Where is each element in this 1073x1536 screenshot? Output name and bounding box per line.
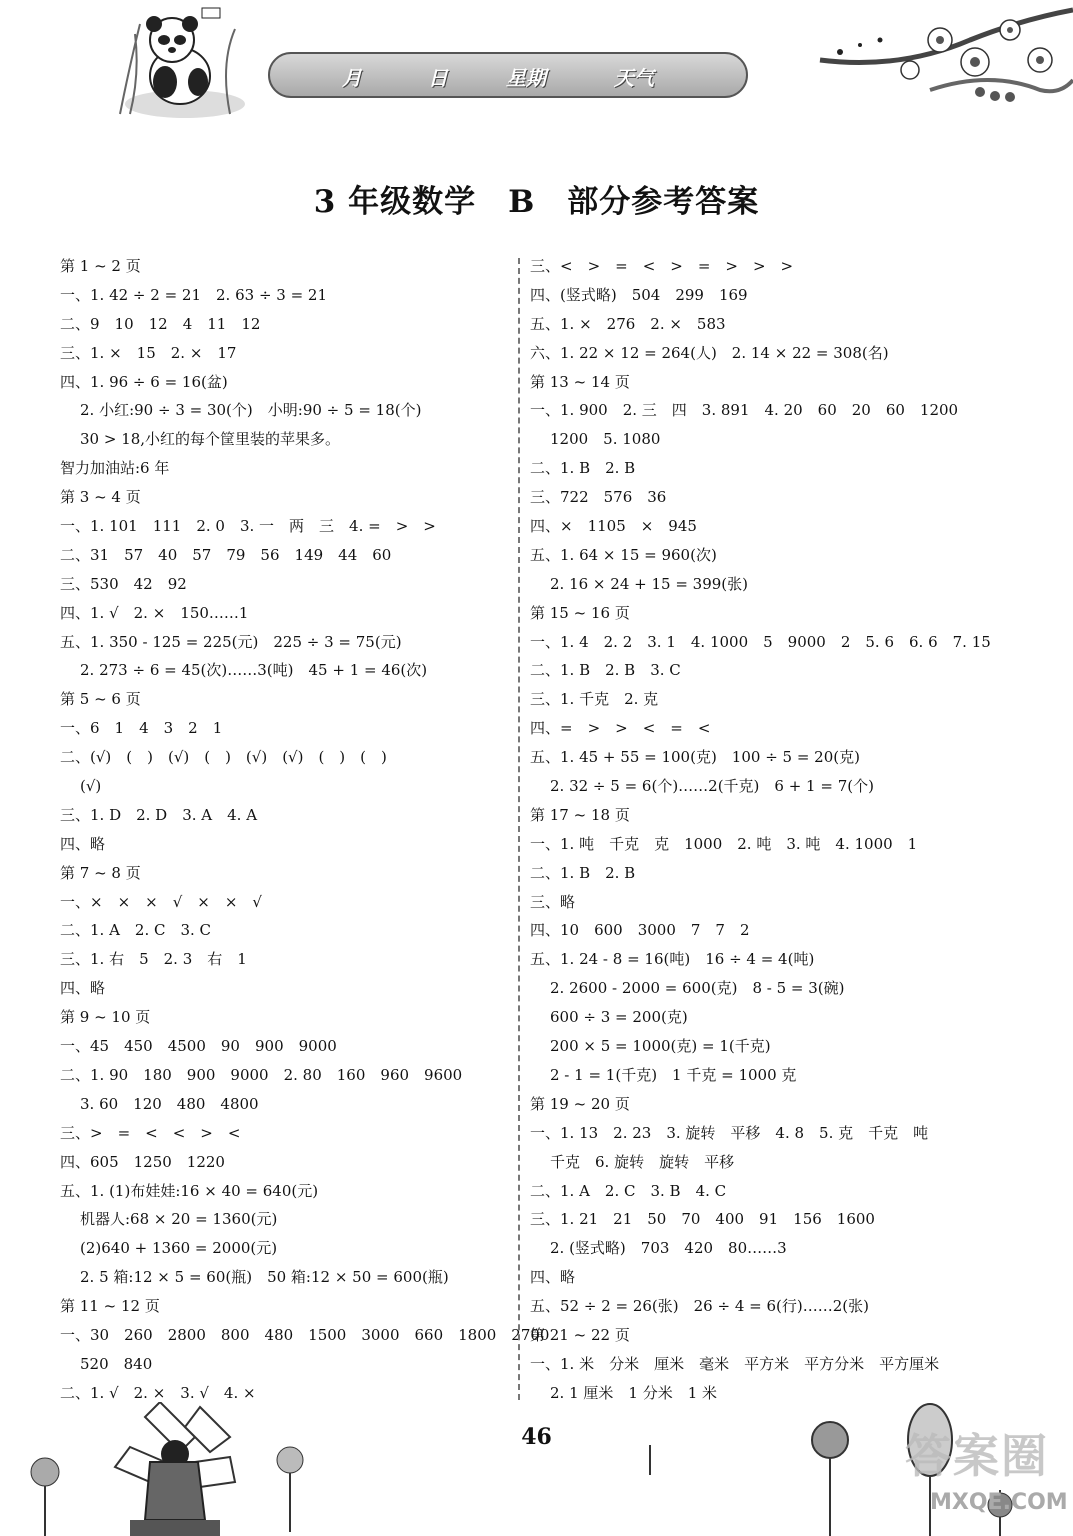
answer-line: 四、(竖式略) 504 299 169 (530, 285, 748, 304)
answer-line: 一、1. 101 111 2. 0 3. 一 两 三 4. = > > (60, 517, 436, 536)
answer-line: 一、1. 13 2. 23 3. 旋转 平移 4. 8 5. 克 千克 吨 (530, 1123, 929, 1142)
answer-line: 第 11 ~ 12 页 (60, 1297, 160, 1316)
answer-line: 四、略 (60, 979, 106, 998)
answer-line: 2. 2600 - 2000 = 600(克) 8 - 5 = 3(碗) (550, 979, 845, 998)
answer-line: 二、1. A 2. C 3. C (60, 921, 212, 940)
answer-line: 四、× 1105 × 945 (530, 517, 697, 536)
left-answer-column (60, 252, 550, 1408)
answer-line: 一、× × × √ × × √ (60, 892, 262, 911)
answer-line: 四、10 600 3000 7 7 2 (530, 921, 750, 940)
answer-line: 2. 16 × 24 + 15 = 399(张) (550, 574, 748, 593)
windmill-illustration (20, 1402, 350, 1536)
answer-line: 一、1. 米 分米 厘米 毫米 平方米 平方分米 平方厘米 (530, 1354, 940, 1373)
answer-line: 四、1. 96 ÷ 6 = 16(盆) (60, 372, 228, 391)
answer-line: 3. 60 120 480 4800 (80, 1094, 259, 1113)
answer-line: 三、722 576 36 (530, 488, 667, 507)
answer-line: 三、1. × 15 2. × 17 (60, 343, 237, 362)
column-divider (518, 258, 520, 1400)
answer-line: 200 × 5 = 1000(克) = 1(千克) (550, 1037, 771, 1056)
answer-line: 一、1. 4 2. 2 3. 1 4. 1000 5 9000 2 5. 6 6. 6 7. 15 (530, 632, 991, 651)
answer-line: 2. (竖式略) 703 420 80……3 (550, 1239, 787, 1258)
answer-line: 五、1. 24 - 8 = 16(吨) 16 ÷ 4 = 4(吨) (530, 950, 815, 969)
answer-line: 三、530 42 92 (60, 574, 187, 593)
answer-line: 第 5 ~ 6 页 (60, 690, 141, 709)
answer-line: 四、略 (530, 1268, 576, 1287)
answer-line: 五、1. 45 + 55 = 100(克) 100 ÷ 5 = 20(克) (530, 748, 860, 767)
answer-line: 一、45 450 4500 90 900 9000 (60, 1037, 337, 1056)
answer-line: 三、1. 21 21 50 70 400 91 156 1600 (530, 1210, 875, 1229)
watermark-url: MXQE.COM (930, 1490, 1068, 1515)
answer-line: 机器人:68 × 20 = 1360(元) (80, 1210, 278, 1229)
panda-illustration (110, 4, 250, 124)
answer-line: 二、1. B 2. B (530, 459, 636, 478)
answer-line: 三、> = < < > < (60, 1123, 241, 1142)
date-weather-bar (268, 52, 748, 98)
answer-line: 三、1. D 2. D 3. A 4. A (60, 805, 258, 824)
weather-label: 天气 (614, 66, 654, 90)
page-title: 3 年级数学 B 部分参考答案 (313, 184, 760, 220)
answer-line: 第 9 ~ 10 页 (60, 1008, 151, 1027)
answer-line: 2. 32 ÷ 5 = 6(个)……2(千克) 6 + 1 = 7(个) (550, 777, 874, 796)
answer-line: 五、1. 64 × 15 = 960(次) (530, 545, 717, 564)
answer-line: 二、1. √ 2. × 3. √ 4. × (60, 1383, 256, 1402)
answer-line: 第 17 ~ 18 页 (530, 805, 630, 824)
answer-line: 第 7 ~ 8 页 (60, 863, 141, 882)
answer-line: 五、1. 350 - 125 = 225(元) 225 ÷ 3 = 75(元) (60, 632, 402, 651)
answer-line: 一、30 260 2800 800 480 1500 3000 660 1800 2700 (60, 1325, 550, 1344)
answer-line: 第 3 ~ 4 页 (60, 488, 141, 507)
answer-line: 二、31 57 40 57 79 56 149 44 60 (60, 545, 392, 564)
answer-line: 30 > 18,小红的每个筐里装的苹果多。 (80, 430, 341, 449)
weekday-label: 星期 (506, 66, 546, 90)
answer-line: (√) (80, 777, 102, 796)
answer-line: 1200 5. 1080 (550, 430, 661, 449)
answer-line: 四、略 (60, 834, 106, 853)
answer-line: 三、略 (530, 892, 576, 911)
answer-line: 二、9 10 12 4 11 12 (60, 314, 261, 333)
answer-line: 一、6 1 4 3 2 1 (60, 719, 223, 738)
answer-line: 二、1. A 2. C 3. B 4. C (530, 1181, 727, 1200)
answer-line: 第 21 ~ 22 页 (530, 1325, 630, 1344)
page-number: 46 (521, 1424, 552, 1450)
answer-line: 二、1. B 2. B (530, 863, 636, 882)
answer-line: 二、1. B 2. B 3. C (530, 661, 681, 680)
answer-line: 三、< > = < > = > > > (530, 257, 794, 275)
answer-line: 520 840 (80, 1354, 153, 1373)
answer-line: 六、1. 22 × 12 = 264(人) 2. 14 × 22 = 308(名) (530, 343, 889, 362)
answer-line: 一、1. 吨 千克 克 1000 2. 吨 3. 吨 4. 1000 1 (530, 834, 918, 853)
answer-line: 2 - 1 = 1(千克) 1 千克 = 1000 克 (550, 1065, 797, 1084)
answer-line: 一、1. 900 2. 三 四 3. 891 4. 20 60 20 60 1200 (530, 401, 959, 420)
answer-line: 四、605 1250 1220 (60, 1152, 225, 1171)
answer-line: 2. 1 厘米 1 分米 1 米 (550, 1383, 718, 1402)
answer-line: 2. 5 箱:12 × 5 = 60(瓶) 50 箱:12 × 50 = 600(瓶) (80, 1268, 449, 1287)
answer-line: (2)640 + 1360 = 2000(元) (80, 1239, 278, 1258)
answer-line: 三、1. 千克 2. 克 (530, 690, 659, 709)
answer-line: 五、1. × 276 2. × 583 (530, 314, 726, 333)
answer-line: 2. 273 ÷ 6 = 45(次)……3(吨) 45 + 1 = 46(次) (80, 661, 428, 680)
answer-line: 一、1. 42 ÷ 2 = 21 2. 63 ÷ 3 = 21 (60, 285, 328, 304)
answer-line: 千克 6. 旋转 旋转 平移 (550, 1152, 735, 1171)
answer-line: 2. 小红:90 ÷ 3 = 30(个) 小明:90 ÷ 5 = 18(个) (80, 401, 422, 420)
answer-line: 第 1 ~ 2 页 (60, 257, 141, 275)
answer-line: 第 19 ~ 20 页 (530, 1094, 630, 1113)
watermark-logo: 答案圈 (905, 1429, 1049, 1483)
answer-line: 智力加油站:6 年 (60, 459, 170, 478)
right-answer-column (530, 252, 1050, 1408)
answer-line: 四、1. √ 2. × 150……1 (60, 603, 249, 622)
answer-line: 第 15 ~ 16 页 (530, 603, 630, 622)
answer-line: 600 ÷ 3 = 200(克) (550, 1008, 688, 1027)
answer-line: 四、= > > < = < (530, 719, 711, 738)
answer-line: 五、1. (1)布娃娃:16 × 40 = 640(元) (60, 1181, 319, 1200)
answer-line: 第 13 ~ 14 页 (530, 372, 630, 391)
answer-line: 三、1. 右 5 2. 3 右 1 (60, 950, 247, 969)
day-label: 日 (428, 66, 448, 90)
answer-line: 二、(√) ( ) (√) ( ) (√) (√) ( ) ( ) (60, 748, 387, 767)
month-label: 月 (342, 66, 362, 90)
answer-line: 二、1. 90 180 900 9000 2. 80 160 960 9600 (60, 1065, 463, 1084)
flower-branch-illustration (810, 0, 1073, 110)
answer-line: 五、52 ÷ 2 = 26(张) 26 ÷ 4 = 6(行)……2(张) (530, 1297, 869, 1316)
